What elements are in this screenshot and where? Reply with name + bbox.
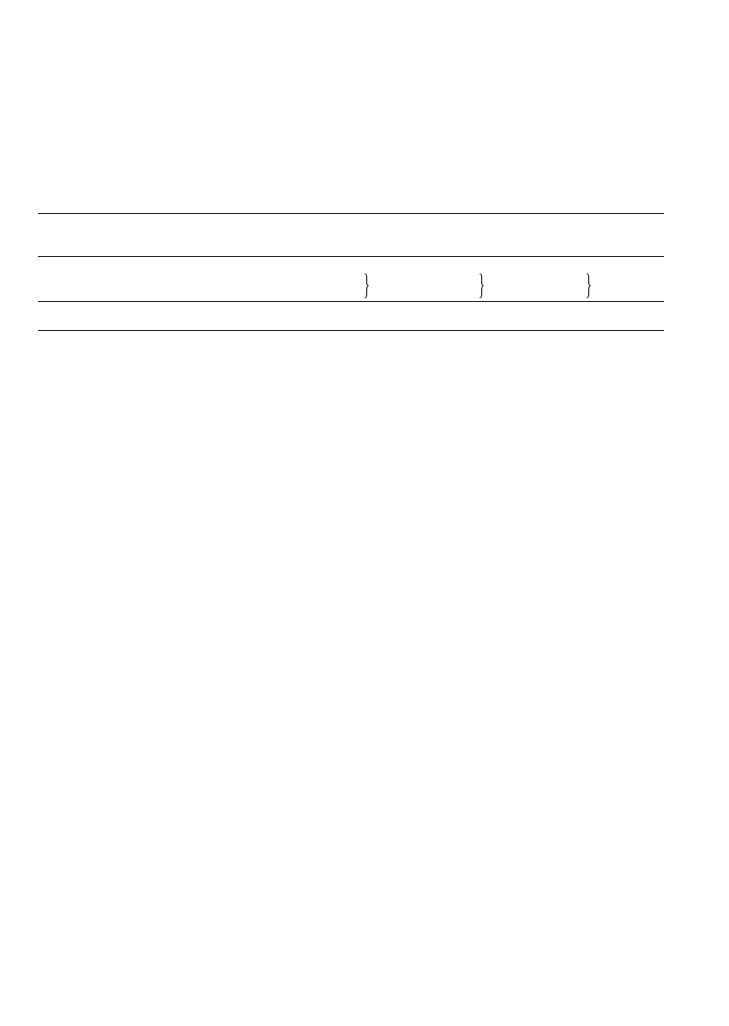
table-bottom-rule: [38, 330, 664, 331]
table-total-rule: [38, 301, 664, 302]
brace-western-europe: }: [478, 268, 486, 301]
table-top-rule: [38, 213, 664, 214]
table-header-rule: [38, 256, 664, 257]
brace-japan: }: [585, 268, 593, 301]
brace-usa: }: [363, 268, 371, 301]
